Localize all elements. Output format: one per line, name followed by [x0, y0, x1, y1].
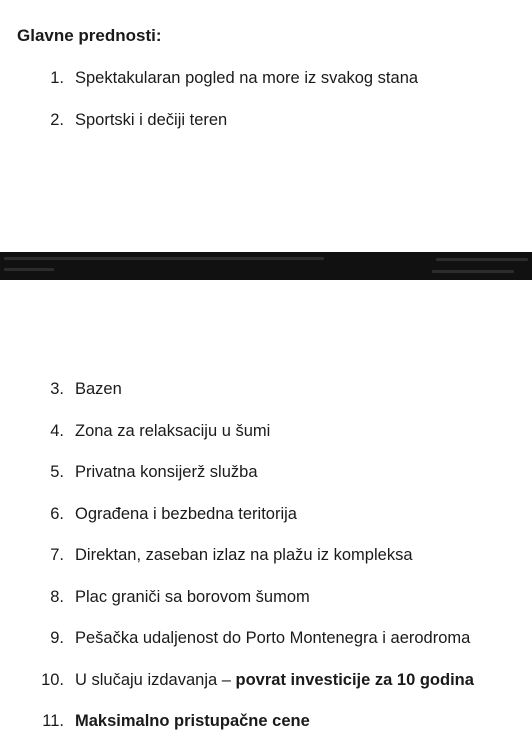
list-item-number: 4. [50, 422, 64, 440]
list-item-text [75, 669, 474, 691]
list-item-number: 7. [50, 546, 64, 564]
faded-text-line [4, 268, 54, 271]
list-item-text: Bazen [75, 380, 122, 398]
faded-text-line [436, 258, 528, 261]
list-item-text: Zona za relaksaciju u šumi [75, 422, 271, 440]
list-item-number: 10. [41, 671, 64, 689]
list-item-number: 9. [50, 629, 64, 647]
section-heading: Glavne prednosti: [17, 26, 162, 45]
list-item-text [75, 710, 310, 732]
list-item-text: Plac graniči sa borovom šumom [75, 588, 310, 606]
list-item-number: 11. [42, 712, 64, 730]
list-item [0, 378, 532, 400]
list-item [0, 627, 532, 649]
faded-text-line [432, 270, 514, 273]
list-item-text-bold: povrat investicije za 10 godina [235, 671, 474, 689]
list-item-number: 3. [50, 380, 64, 398]
list-item [0, 710, 532, 732]
list-item-number: 6. [50, 505, 64, 523]
list-item-text-bold: Maksimalno pristupačne cene [75, 712, 310, 730]
faded-text-line [4, 257, 324, 260]
list-item [0, 503, 532, 525]
list-item-number: 8. [50, 588, 64, 606]
list-item-number: 5. [50, 463, 64, 481]
dark-separator-band [0, 252, 532, 280]
list-item [0, 461, 532, 483]
list-item-text: Spektakularan pogled na more iz svakog stana [75, 69, 419, 87]
list-item-number: 2. [50, 111, 64, 129]
list-item-text: Pešačka udaljenost do Porto Montenegra i aerodroma [75, 629, 471, 647]
list-item [0, 544, 532, 566]
list-item-text-regular: U slučaju izdavanja – [75, 671, 236, 689]
list-item-text: Direktan, zaseban izlaz na plažu iz kompleksa [75, 546, 413, 564]
list-item-text: Ograđena i bezbedna teritorija [75, 505, 297, 523]
list-item [0, 109, 532, 131]
list-item [0, 586, 532, 608]
list-item-number: 1. [50, 69, 64, 87]
list-item [0, 420, 532, 442]
list-item-text: Sportski i dečiji teren [75, 111, 228, 129]
list-item [0, 67, 532, 89]
list-item [0, 669, 532, 691]
list-item-text: Privatna konsijerž služba [75, 463, 258, 481]
